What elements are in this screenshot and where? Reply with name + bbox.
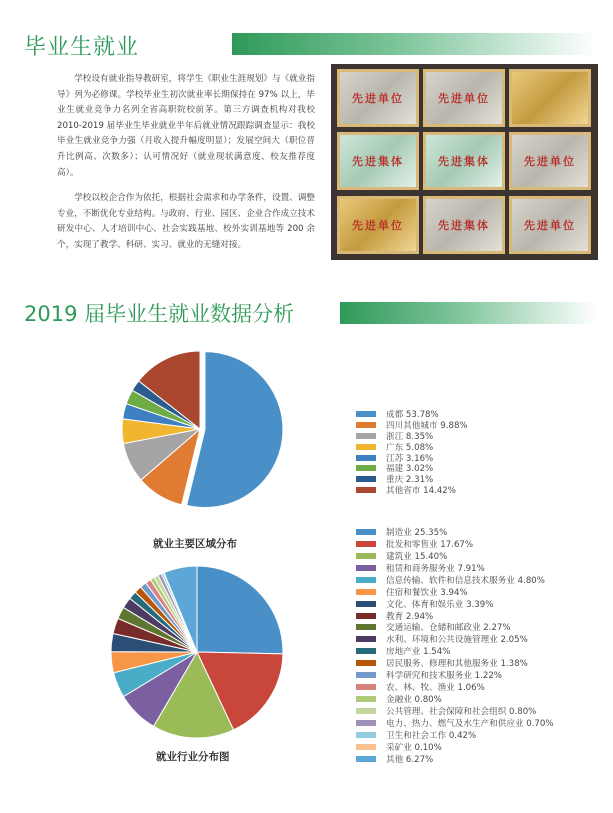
legend-item (356, 431, 468, 442)
legend-swatch (356, 433, 376, 439)
legend-label: 四川其他城市 9.88% (386, 421, 468, 432)
legend-item (356, 586, 554, 598)
legend-item (356, 574, 554, 586)
legend-swatch (356, 601, 376, 607)
legend-label: 成都 53.78% (386, 410, 439, 421)
legend-item (356, 717, 554, 729)
award-plaque (337, 196, 419, 254)
legend-label: 科学研究和技术服务业 1.22% (386, 671, 502, 682)
award-plaque (509, 69, 591, 127)
legend-item (356, 538, 554, 550)
legend-item (356, 693, 554, 705)
legend-item (356, 622, 554, 634)
legend-swatch (356, 624, 376, 630)
plaque-text: 先进单位 (524, 219, 576, 232)
legend-item (356, 729, 554, 741)
legend-item (356, 550, 554, 562)
legend-swatch (356, 720, 376, 726)
legend-swatch (356, 422, 376, 428)
legend-swatch (356, 732, 376, 738)
legend-label: 重庆 2.31% (386, 475, 434, 486)
legend-swatch (356, 708, 376, 714)
legend-label: 批发和零售业 17.67% (386, 539, 474, 550)
legend-item (356, 705, 554, 717)
plaque-text: 先进集体 (438, 155, 490, 168)
legend-swatch (356, 444, 376, 450)
legend-swatch (356, 589, 376, 595)
legend-label: 广东 5.08% (386, 442, 434, 453)
legend-swatch (356, 455, 376, 461)
legend-item (356, 633, 554, 645)
legend-label: 电力、热力、燃气及水生产和供应业 0.70% (386, 718, 554, 729)
legend-item (356, 441, 468, 452)
legend-label: 农、林、牧、渔业 1.06% (386, 683, 485, 694)
plaque-text: 先进单位 (352, 219, 404, 232)
legend-label: 建筑业 15.40% (386, 551, 448, 562)
legend-swatch (356, 476, 376, 482)
legend-item (356, 420, 468, 431)
award-plaque (337, 69, 419, 127)
industry-chart-caption: 就业行业分布图 (156, 751, 230, 763)
legend-label: 信息传输、软件和信息技术服务业 4.80% (386, 575, 545, 586)
title-accent-bar (232, 33, 597, 55)
legend-item (356, 669, 554, 681)
legend-swatch (356, 696, 376, 702)
legend-item (356, 598, 554, 610)
legend-item (356, 485, 468, 496)
legend-item (356, 562, 554, 574)
legend-label: 房地产业 1.54% (386, 647, 451, 658)
legend-swatch (356, 465, 376, 471)
legend-swatch (356, 648, 376, 654)
plaque-text: 先进单位 (524, 155, 576, 168)
region-legend (356, 409, 468, 495)
legend-swatch (356, 636, 376, 642)
legend-swatch (356, 744, 376, 750)
region-pie-chart (104, 339, 304, 509)
legend-swatch (356, 529, 376, 535)
legend-label: 金融业 0.80% (386, 695, 442, 706)
legend-label: 江苏 3.16% (386, 453, 434, 464)
award-plaque (423, 132, 505, 190)
legend-item (356, 645, 554, 657)
legend-swatch (356, 411, 376, 417)
legend-swatch (356, 577, 376, 583)
industry-legend (356, 526, 554, 765)
legend-label: 交通运输、仓储和邮政业 2.27% (386, 623, 511, 634)
legend-item (356, 741, 554, 753)
intro-paragraph-2: 学校以校企合作为依托，根据社会需求和办学条件，设置、调整专业，不断优化专业结构。与政府、行业、园区、企业合作成立技术研发中心、人才培训中心、社会实践基地、校外实训基地等 200 余个，实现了教学、科研、实习、就业的无缝对接。 (57, 193, 315, 250)
legend-label: 教育 2.94% (386, 611, 434, 622)
legend-item (356, 657, 554, 669)
region-chart-caption: 就业主要区域分布 (153, 538, 237, 550)
award-plaque (423, 69, 505, 127)
plaque-text: 先进集体 (352, 155, 404, 168)
legend-swatch (356, 553, 376, 559)
legend-item (356, 681, 554, 693)
award-plaque (509, 132, 591, 190)
legend-swatch (356, 756, 376, 762)
legend-item (356, 753, 554, 765)
legend-label: 其他省市 14.42% (386, 485, 456, 496)
legend-item (356, 409, 468, 420)
legend-item (356, 452, 468, 463)
legend-label: 浙江 8.35% (386, 432, 434, 442)
title-accent-bar (340, 302, 597, 324)
legend-swatch (356, 487, 376, 493)
legend-label: 其他 6.27% (386, 754, 434, 765)
pie-slice (187, 352, 283, 508)
legend-item (356, 610, 554, 622)
legend-label: 租赁和商务服务业 7.91% (386, 563, 485, 574)
award-plaque (337, 132, 419, 190)
award-plaques-photo (331, 64, 598, 260)
legend-label: 公共管理、社会保障和社会组织 0.80% (386, 707, 537, 718)
legend-label: 卫生和社会工作 0.42% (386, 730, 477, 741)
section-title-data-analysis: 2019 届毕业生就业数据分析 (24, 302, 295, 326)
pie-slice (197, 566, 283, 654)
legend-item (356, 526, 554, 538)
legend-label: 居民服务、修理和其他服务业 1.38% (386, 659, 528, 670)
legend-item (356, 474, 468, 485)
intro-paragraph-1: 学校设有就业指导教研室，将学生《职业生涯规划》与《就业指导》列为必修课。学校毕业生初次就业率长期保持在 97% 以上，毕业生就业竞争力名列全省高职院校前茅。第三方调查机构对我校 2010-2019 届毕业生毕业就业半年后就业情况跟踪调查显示：我校毕业生就业竞争力强（月收入提升幅度明显）；发展空间大（职位晋升比例高、次数多）；认可情况好（就业现状满意度、校友推荐度高）。 (57, 74, 315, 178)
legend-label: 水利、环境和公共设施管理业 2.05% (386, 635, 528, 646)
legend-swatch (356, 541, 376, 547)
plaque-text: 先进单位 (352, 92, 404, 105)
plaque-text: 先进单位 (438, 92, 490, 105)
section-title-employment: 毕业生就业 (24, 35, 140, 60)
legend-label: 住宿和餐饮业 3.94% (386, 587, 468, 598)
legend-swatch (356, 672, 376, 678)
legend-label: 采矿业 0.10% (386, 742, 442, 753)
legend-item (356, 463, 468, 474)
legend-swatch (356, 684, 376, 690)
legend-label: 制造业 25.35% (386, 527, 448, 538)
industry-pie-chart (104, 560, 304, 745)
legend-swatch (356, 565, 376, 571)
legend-swatch (356, 660, 376, 666)
award-plaque (509, 196, 591, 254)
legend-label: 福建 3.02% (386, 464, 434, 475)
legend-label: 文化、体育和娱乐业 3.39% (386, 599, 494, 610)
legend-swatch (356, 613, 376, 619)
award-plaque (423, 196, 505, 254)
plaque-text: 先进集体 (438, 219, 490, 232)
